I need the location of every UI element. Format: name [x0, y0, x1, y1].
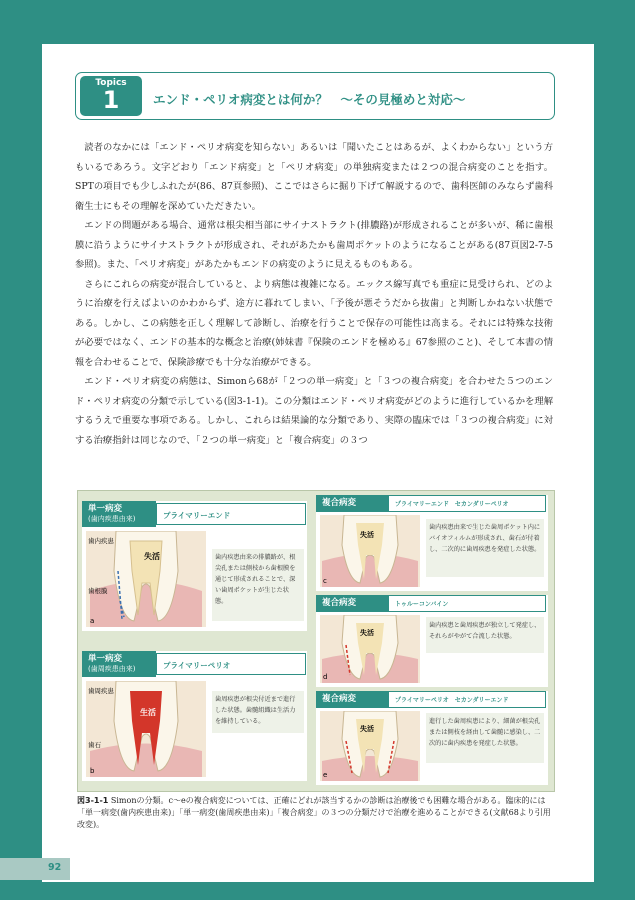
panel-d-head: 複合病変	[316, 595, 388, 612]
label-vital-b: 生活	[140, 708, 156, 717]
tooth-illustration-b	[86, 681, 206, 777]
panel-a-type: プライマリーエンド	[156, 503, 306, 525]
tooth-illustration-e	[320, 711, 420, 781]
tooth-illustration-c	[320, 515, 420, 587]
panel-c-head: 複合病変	[316, 495, 388, 512]
label-vital-e: 失活	[360, 725, 374, 733]
label-vital-a: 失活	[144, 552, 160, 561]
paragraph: エンド・ペリオ病変の病態は、Simonら68が「２つの単一病変」と「３つの複合病変」を合わせた５つのエンド・ペリオ病変の分類で示している(図3-1-1)。この分類はエンド・ペリオ病変がどのように進行しているかを理解するうえで重要な事項である。しかし、これらは結果論的な分類であり、実際の臨床では「３つの複合病変」に対する治療指針は同じなので、「２つの単一病変」と「複合病変」の３つ	[75, 376, 553, 446]
panel-e-head: 複合病変	[316, 691, 388, 708]
panel-a-head: 単一病変 (歯内疾患由来)	[82, 501, 156, 527]
panel-c-type: プライマリーエンド セカンダリーペリオ	[388, 495, 546, 512]
label-periodontal-a: 歯内疾患	[88, 537, 114, 545]
topics-label: Topics	[95, 78, 127, 88]
panel-d	[316, 595, 548, 687]
figure-caption	[77, 795, 553, 831]
panel-c-desc: 歯内疾患由来で生じた歯周ポケット内にバイオフィルムが形成され、歯石が付着し、二次的に歯周疾患を発症した状態。	[426, 519, 544, 577]
paragraph: エンドの問題がある場合、通常は根尖相当部にサイナストラクト(排膿路)が形成されることが多いが、稀に歯根膜に沿うようにサイナストラクトが形成され、それがあたかも歯周ポケットのようになることがある(87頁図2-7-5参照)。また、「ペリオ病変」があたかもエンドの病変のように見えるものもある。	[75, 220, 553, 270]
panel-d-type: トゥルーコンバイン	[388, 595, 546, 612]
caption-text: Simonの分類。c～eの複合病変については、正確にどれが該当するかの診断は治療後でも困難な場合がある。臨床的には「単一病変(歯内疾患由来)」「単一病変(歯周疾患由来)」「複合病変」の３つの分類だけで治療を進めることができる(文献68より引用改変)。	[77, 796, 551, 829]
label-ligament-a: 歯根膜	[88, 587, 108, 595]
paragraph: さらにこれらの病変が混合していると、より病態は複雑になる。エックス線写真でも重症に見受けられ、どのように治療を行えばよいのかわからず、途方に暮れてしまい、「予後が悪そうだから抜歯」と判断しかねない状態である。しかし、この病態を正しく理解して診断し、治療を行うことで保存の可能性は高まる。それには特殊な技術が必要ではなく、エンドの基本的な概念と治療(姉妹書『保険のエンドを極める』67参照のこと)、そして本書の情報を合わせることで、保険診療でも十分な治療ができる。	[75, 278, 553, 368]
paragraph: 読者のなかには「エンド・ペリオ病変を知らない」あるいは「聞いたことはあるが、よくわからない」という方もいるであろう。文字どおり「エンド病変」と「ペリオ病変」の単独病変または２つの混合病変のことを指す。SPTの項目でも少しふれたが(86、87頁参照)、ここではさらに掘り下げて解説するので、歯科医師のみならず歯科衛生士にもその理解を深めていただきたい。	[75, 142, 553, 212]
svg-text:e: e	[323, 771, 328, 779]
tooth-illustration-a	[86, 531, 206, 627]
svg-text:a: a	[90, 617, 95, 625]
topics-badge	[80, 76, 142, 116]
panel-a-desc: 歯内疾患由来の排膿路が、根尖孔または側枝から歯根膜を通じて形成されることで、深い歯周ポケットが生じた状態。	[212, 549, 304, 621]
panel-b-type: プライマリーペリオ	[156, 653, 306, 675]
figure-3-1-1	[77, 490, 555, 792]
panel-d-desc: 歯内疾患と歯周疾患が独立して発症し、それらがやがて合流した状態。	[426, 617, 544, 653]
topics-number: 1	[102, 86, 120, 114]
panel-b	[82, 651, 307, 781]
page-number: 92	[48, 862, 62, 873]
svg-text:d: d	[323, 673, 328, 681]
label-calculus-b: 歯石	[88, 741, 101, 749]
topics-title: エンド・ペリオ病変とは何か？ ～その見極めと対応～	[153, 92, 466, 107]
svg-text:c: c	[323, 577, 327, 585]
panel-e-desc: 進行した歯周疾患により、細菌が根尖孔または側枝を経由して歯髄に感染し、二次的に歯内疾患を発症した状態。	[426, 713, 544, 763]
caption-label: 図3-1-1	[77, 796, 109, 805]
panel-e	[316, 691, 548, 785]
svg-text:b: b	[90, 767, 95, 775]
label-vital-d: 失活	[360, 629, 374, 637]
panel-c	[316, 495, 548, 591]
tooth-illustration-d	[320, 615, 420, 683]
panel-b-head: 単一病変 (歯周疾患由来)	[82, 651, 156, 677]
label-vital-c: 失活	[360, 531, 374, 539]
panel-e-type: プライマリーペリオ セカンダリーエンド	[388, 691, 546, 708]
panel-a	[82, 501, 307, 631]
body-text	[75, 138, 553, 450]
panel-b-desc: 歯周疾患が根尖付近まで進行した状態。歯髄組織は生活力を維持している。	[212, 691, 304, 733]
label-periodontal-b: 歯周疾患	[88, 687, 114, 695]
